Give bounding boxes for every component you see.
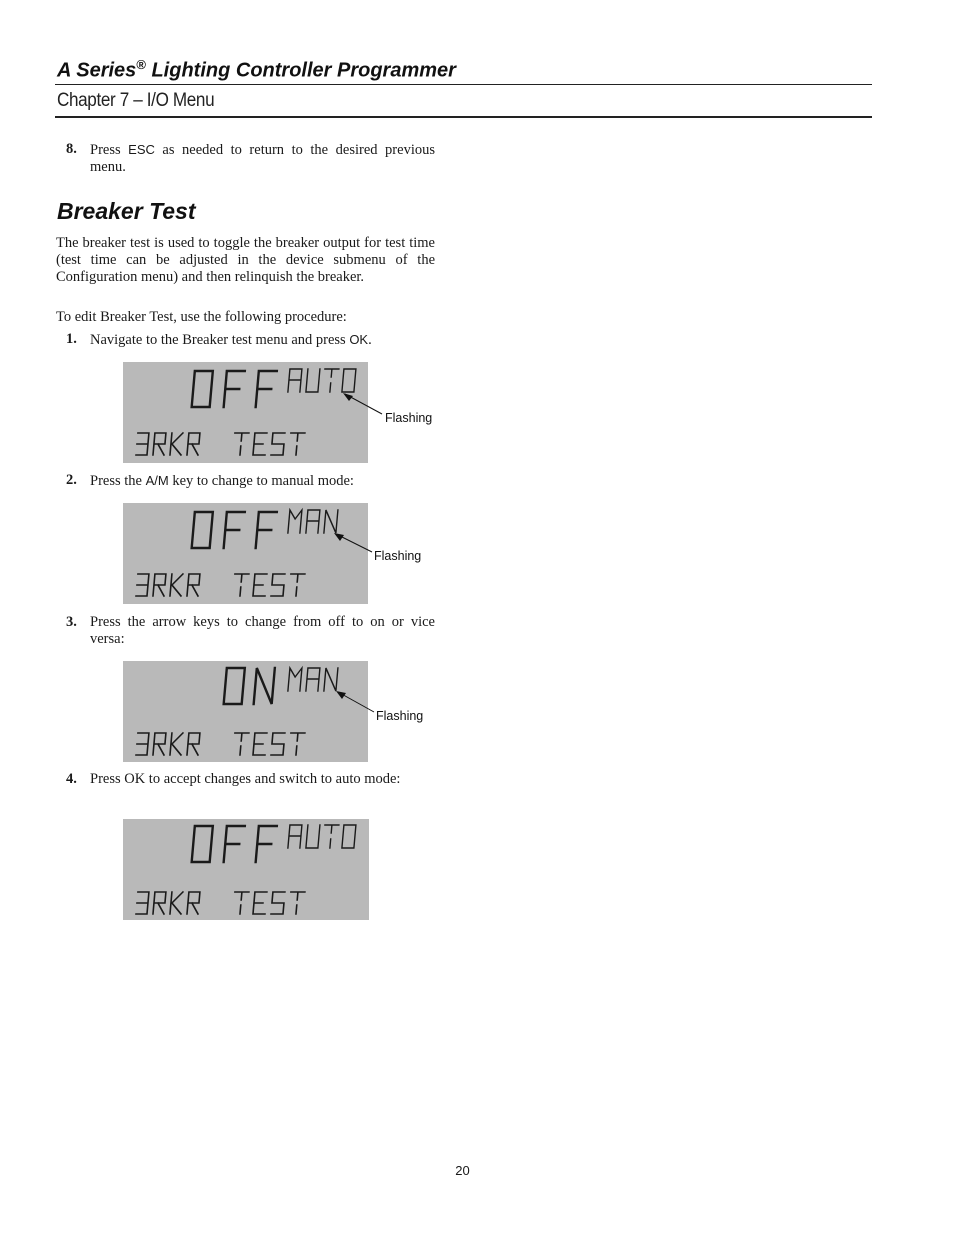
flashing-label: Flashing bbox=[374, 549, 422, 563]
key-esc: ESC bbox=[128, 142, 155, 157]
key-ok: OK bbox=[349, 332, 369, 347]
step-number: 2. bbox=[66, 472, 77, 488]
step-3 bbox=[56, 614, 435, 648]
pointer-arrow bbox=[331, 530, 376, 558]
flashing-label: Flashing bbox=[385, 411, 433, 425]
step-4 bbox=[56, 771, 435, 788]
step-number: 3. bbox=[66, 614, 77, 630]
lcd-display-1 bbox=[123, 362, 368, 463]
title-main: A Series bbox=[57, 59, 137, 82]
step-text: Navigate to the Breaker test menu and press OK. bbox=[90, 332, 372, 348]
lcd-display-4 bbox=[123, 819, 369, 920]
procedure-intro: To edit Breaker Test, use the following procedure: bbox=[56, 309, 347, 325]
pointer-arrow bbox=[333, 688, 378, 718]
header-rule-bottom bbox=[55, 116, 872, 118]
step-text: Press ESC as needed to return to the desired previous menu. bbox=[90, 142, 435, 175]
step-text: Press the arrow keys to change from off to on or vice versa: bbox=[90, 614, 435, 647]
registered-mark: ® bbox=[136, 57, 146, 72]
intro-paragraph: The breaker test is used to toggle the breaker output for test time (test time can be adjusted in the device submenu of the Configuration menu) and then relinquish the breaker. bbox=[56, 235, 435, 285]
section-heading: Breaker Test bbox=[57, 198, 196, 224]
step-number: 1. bbox=[66, 331, 77, 347]
lcd-display-3 bbox=[123, 661, 368, 762]
step-text: Press OK to accept changes and switch to auto mode: bbox=[90, 771, 401, 787]
title-rest: Lighting Controller Programmer bbox=[145, 59, 456, 82]
step-text: Press the A/M key to change to manual mode: bbox=[90, 473, 354, 489]
step-1 bbox=[56, 331, 435, 349]
step-number: 4. bbox=[66, 771, 77, 787]
document-title bbox=[57, 57, 456, 83]
step-8 bbox=[56, 141, 435, 176]
header-rule-top bbox=[55, 84, 872, 85]
page-number: 20 bbox=[455, 1163, 470, 1178]
step-2 bbox=[56, 472, 435, 490]
step-number: 8. bbox=[66, 141, 77, 157]
flashing-label: Flashing bbox=[376, 709, 424, 723]
chapter-heading: Chapter 7 – I/O Menu bbox=[57, 90, 215, 111]
key-am: A/M bbox=[145, 473, 169, 488]
pointer-arrow bbox=[340, 390, 385, 420]
